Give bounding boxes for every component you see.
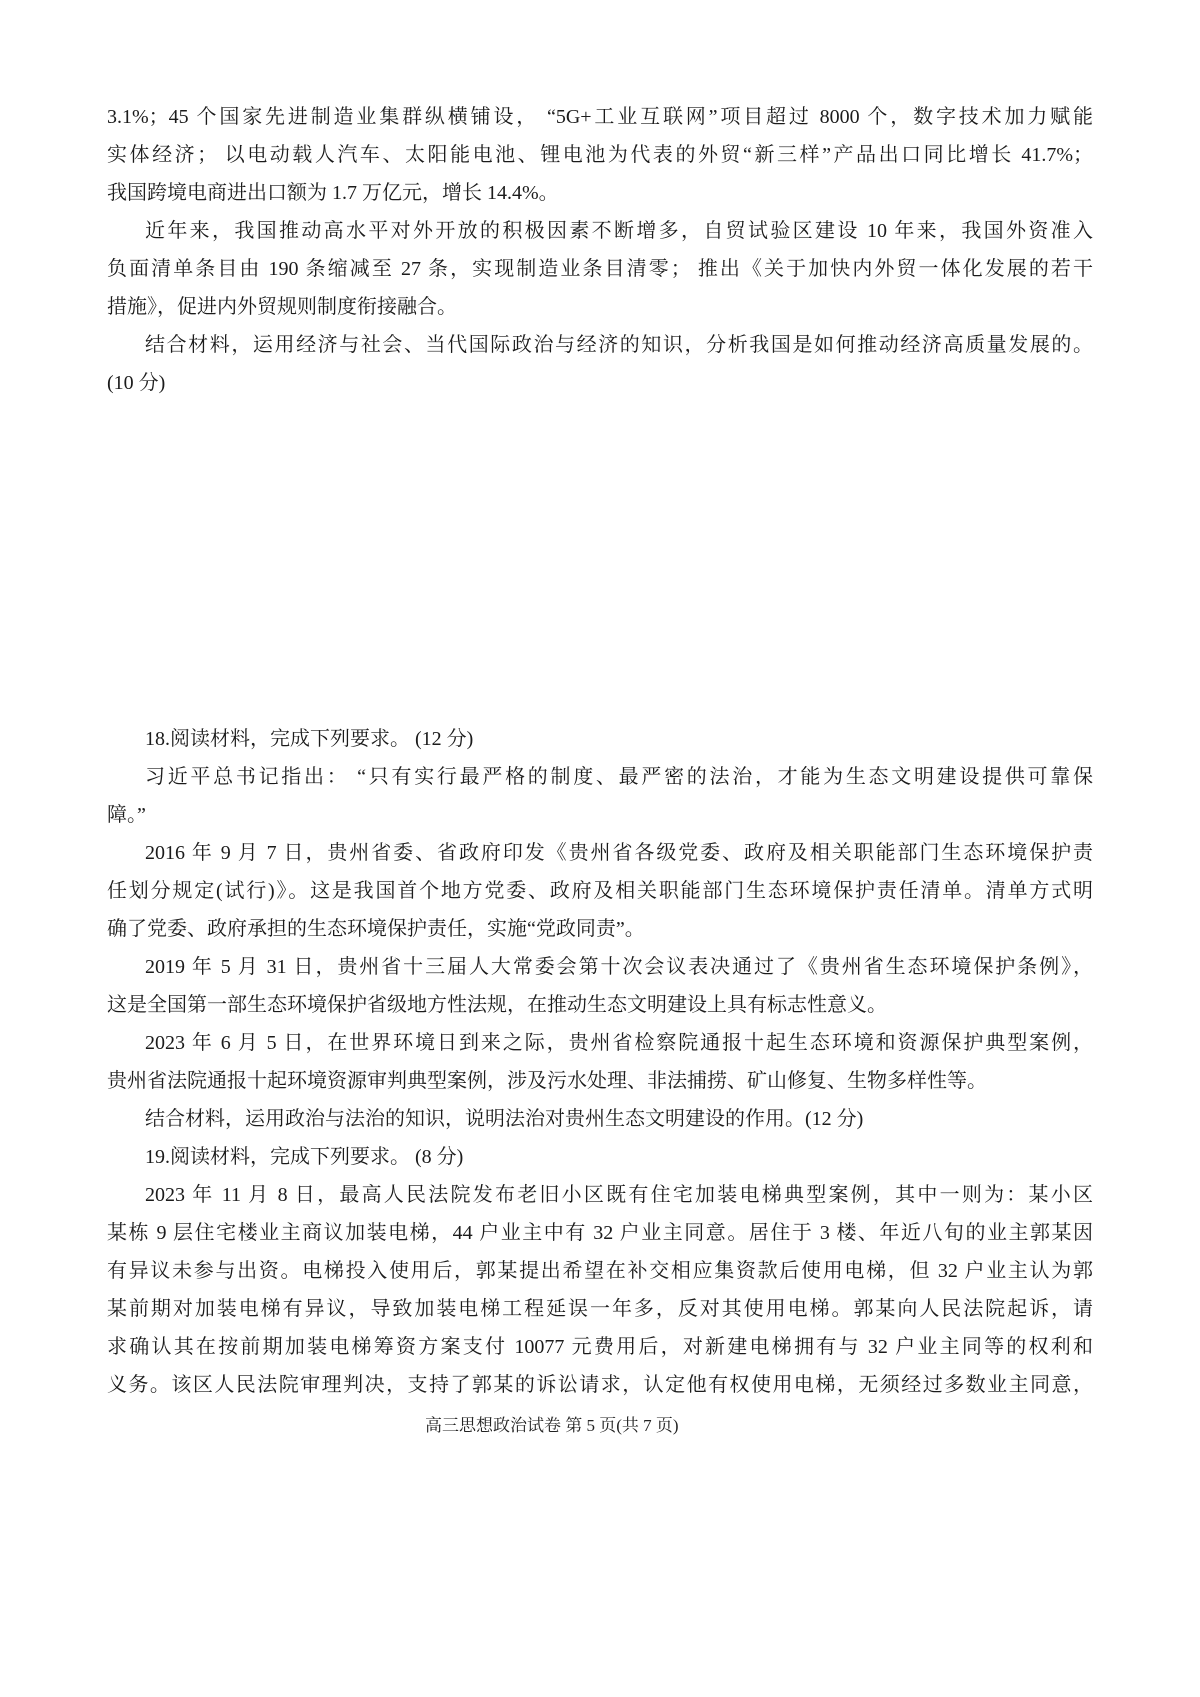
text-line: 确了党委、政府承担的生态环境保护责任，实施“党政同责”。 bbox=[107, 918, 645, 940]
text-line: 近年来，我国推动高水平对外开放的积极因素不断增多，自贸试验区建设 10 年来，我国外资准入 bbox=[145, 220, 1093, 242]
q18-heading: 18.阅读材料，完成下列要求。 (12 分) bbox=[145, 728, 474, 750]
text-line: 我国跨境电商进出口额为 1.7 万亿元，增长 14.4%。 bbox=[107, 182, 559, 204]
q19-case-paragraph bbox=[107, 1176, 1093, 1404]
text-line: 结合材料，运用经济与社会、当代国际政治与经济的知识，分析我国是如何推动经济高质量发展的。 bbox=[145, 334, 1093, 356]
text-line: 有异议未参与出资。电梯投入使用后，郭某提出希望在补交相应集资款后使用电梯，但 32 户业主认为郭 bbox=[107, 1260, 1093, 1282]
answer-space bbox=[107, 440, 1093, 710]
text-line: 3.1%；45 个国家先进制造业集群纵横铺设， “5G+工业互联网”项目超过 8000 个，数字技术加力赋能 bbox=[107, 106, 1093, 128]
q18-paragraph-2023 bbox=[107, 1024, 1093, 1100]
text-line: 2016 年 9 月 7 日，贵州省委、省政府印发《贵州省各级党委、政府及相关职能部门生态环境保护责 bbox=[145, 842, 1093, 864]
text-line: 义务。该区人民法院审理判决，支持了郭某的诉讼请求，认定他有权使用电梯，无须经过多数业主同意， bbox=[107, 1374, 1093, 1396]
q18-prompt: 结合材料，运用政治与法治的知识，说明法治对贵州生态文明建设的作用。(12 分) bbox=[145, 1108, 864, 1130]
page-footer: 高三思想政治试卷 第 5 页(共 7 页) bbox=[425, 1416, 679, 1435]
text-line: 习近平总书记指出： “只有实行最严格的制度、最严密的法治，才能为生态文明建设提供可靠保 bbox=[145, 766, 1093, 788]
q17-prompt bbox=[107, 326, 1093, 402]
text-line: 2023 年 11 月 8 日，最高人民法院发布老旧小区既有住宅加装电梯典型案例，其中一则为：某小区 bbox=[145, 1184, 1093, 1206]
text-line: 这是全国第一部生态环境保护省级地方性法规，在推动生态文明建设上具有标志性意义。 bbox=[107, 994, 887, 1016]
text-line: 任划分规定(试行)》。这是我国首个地方党委、政府及相关职能部门生态环境保护责任清单。清单方式明 bbox=[107, 880, 1093, 902]
q18-quote-paragraph bbox=[107, 758, 1093, 834]
q17-paragraph-2 bbox=[107, 212, 1093, 326]
text-line: 求确认其在按前期加装电梯筹资方案支付 10077 元费用后，对新建电梯拥有与 32 户业主同等的权利和 bbox=[107, 1336, 1093, 1358]
text-line: 措施》，促进内外贸规则制度衔接融合。 bbox=[107, 296, 457, 318]
q17-paragraph-1 bbox=[107, 98, 1093, 212]
question-17-section bbox=[107, 98, 1093, 402]
text-line: 2023 年 6 月 5 日，在世界环境日到来之际，贵州省检察院通报十起生态环境和资源保护典型案例， bbox=[145, 1032, 1093, 1054]
q18-paragraph-2019 bbox=[107, 948, 1093, 1024]
text-line: 负面清单条目由 190 条缩减至 27 条，实现制造业条目清零； 推出《关于加快内外贸一体化发展的若干 bbox=[107, 258, 1093, 280]
text-line: 障。” bbox=[107, 804, 146, 826]
text-line: 某栋 9 层住宅楼业主商议加装电梯，44 户业主中有 32 户业主同意。居住于 3 楼、年近八旬的业主郭某因 bbox=[107, 1222, 1093, 1244]
q17-score: (10 分) bbox=[107, 372, 166, 394]
text-line: 实体经济； 以电动载人汽车、太阳能电池、锂电池为代表的外贸“新三样”产品出口同比增长 41.7%； bbox=[107, 144, 1093, 166]
text-line: 某前期对加装电梯有异议，导致加装电梯工程延误一年多，反对其使用电梯。郭某向人民法院起诉，请 bbox=[107, 1298, 1093, 1320]
text-line: 贵州省法院通报十起环境资源审判典型案例，涉及污水处理、非法捕捞、矿山修复、生物多样性等。 bbox=[107, 1070, 987, 1092]
q19-heading: 19.阅读材料，完成下列要求。 (8 分) bbox=[145, 1146, 464, 1168]
question-18-19-section bbox=[107, 720, 1093, 1404]
text-line: 2019 年 5 月 31 日，贵州省十三届人大常委会第十次会议表决通过了《贵州省生态环境保护条例》， bbox=[145, 956, 1093, 978]
q18-paragraph-2016 bbox=[107, 834, 1093, 948]
